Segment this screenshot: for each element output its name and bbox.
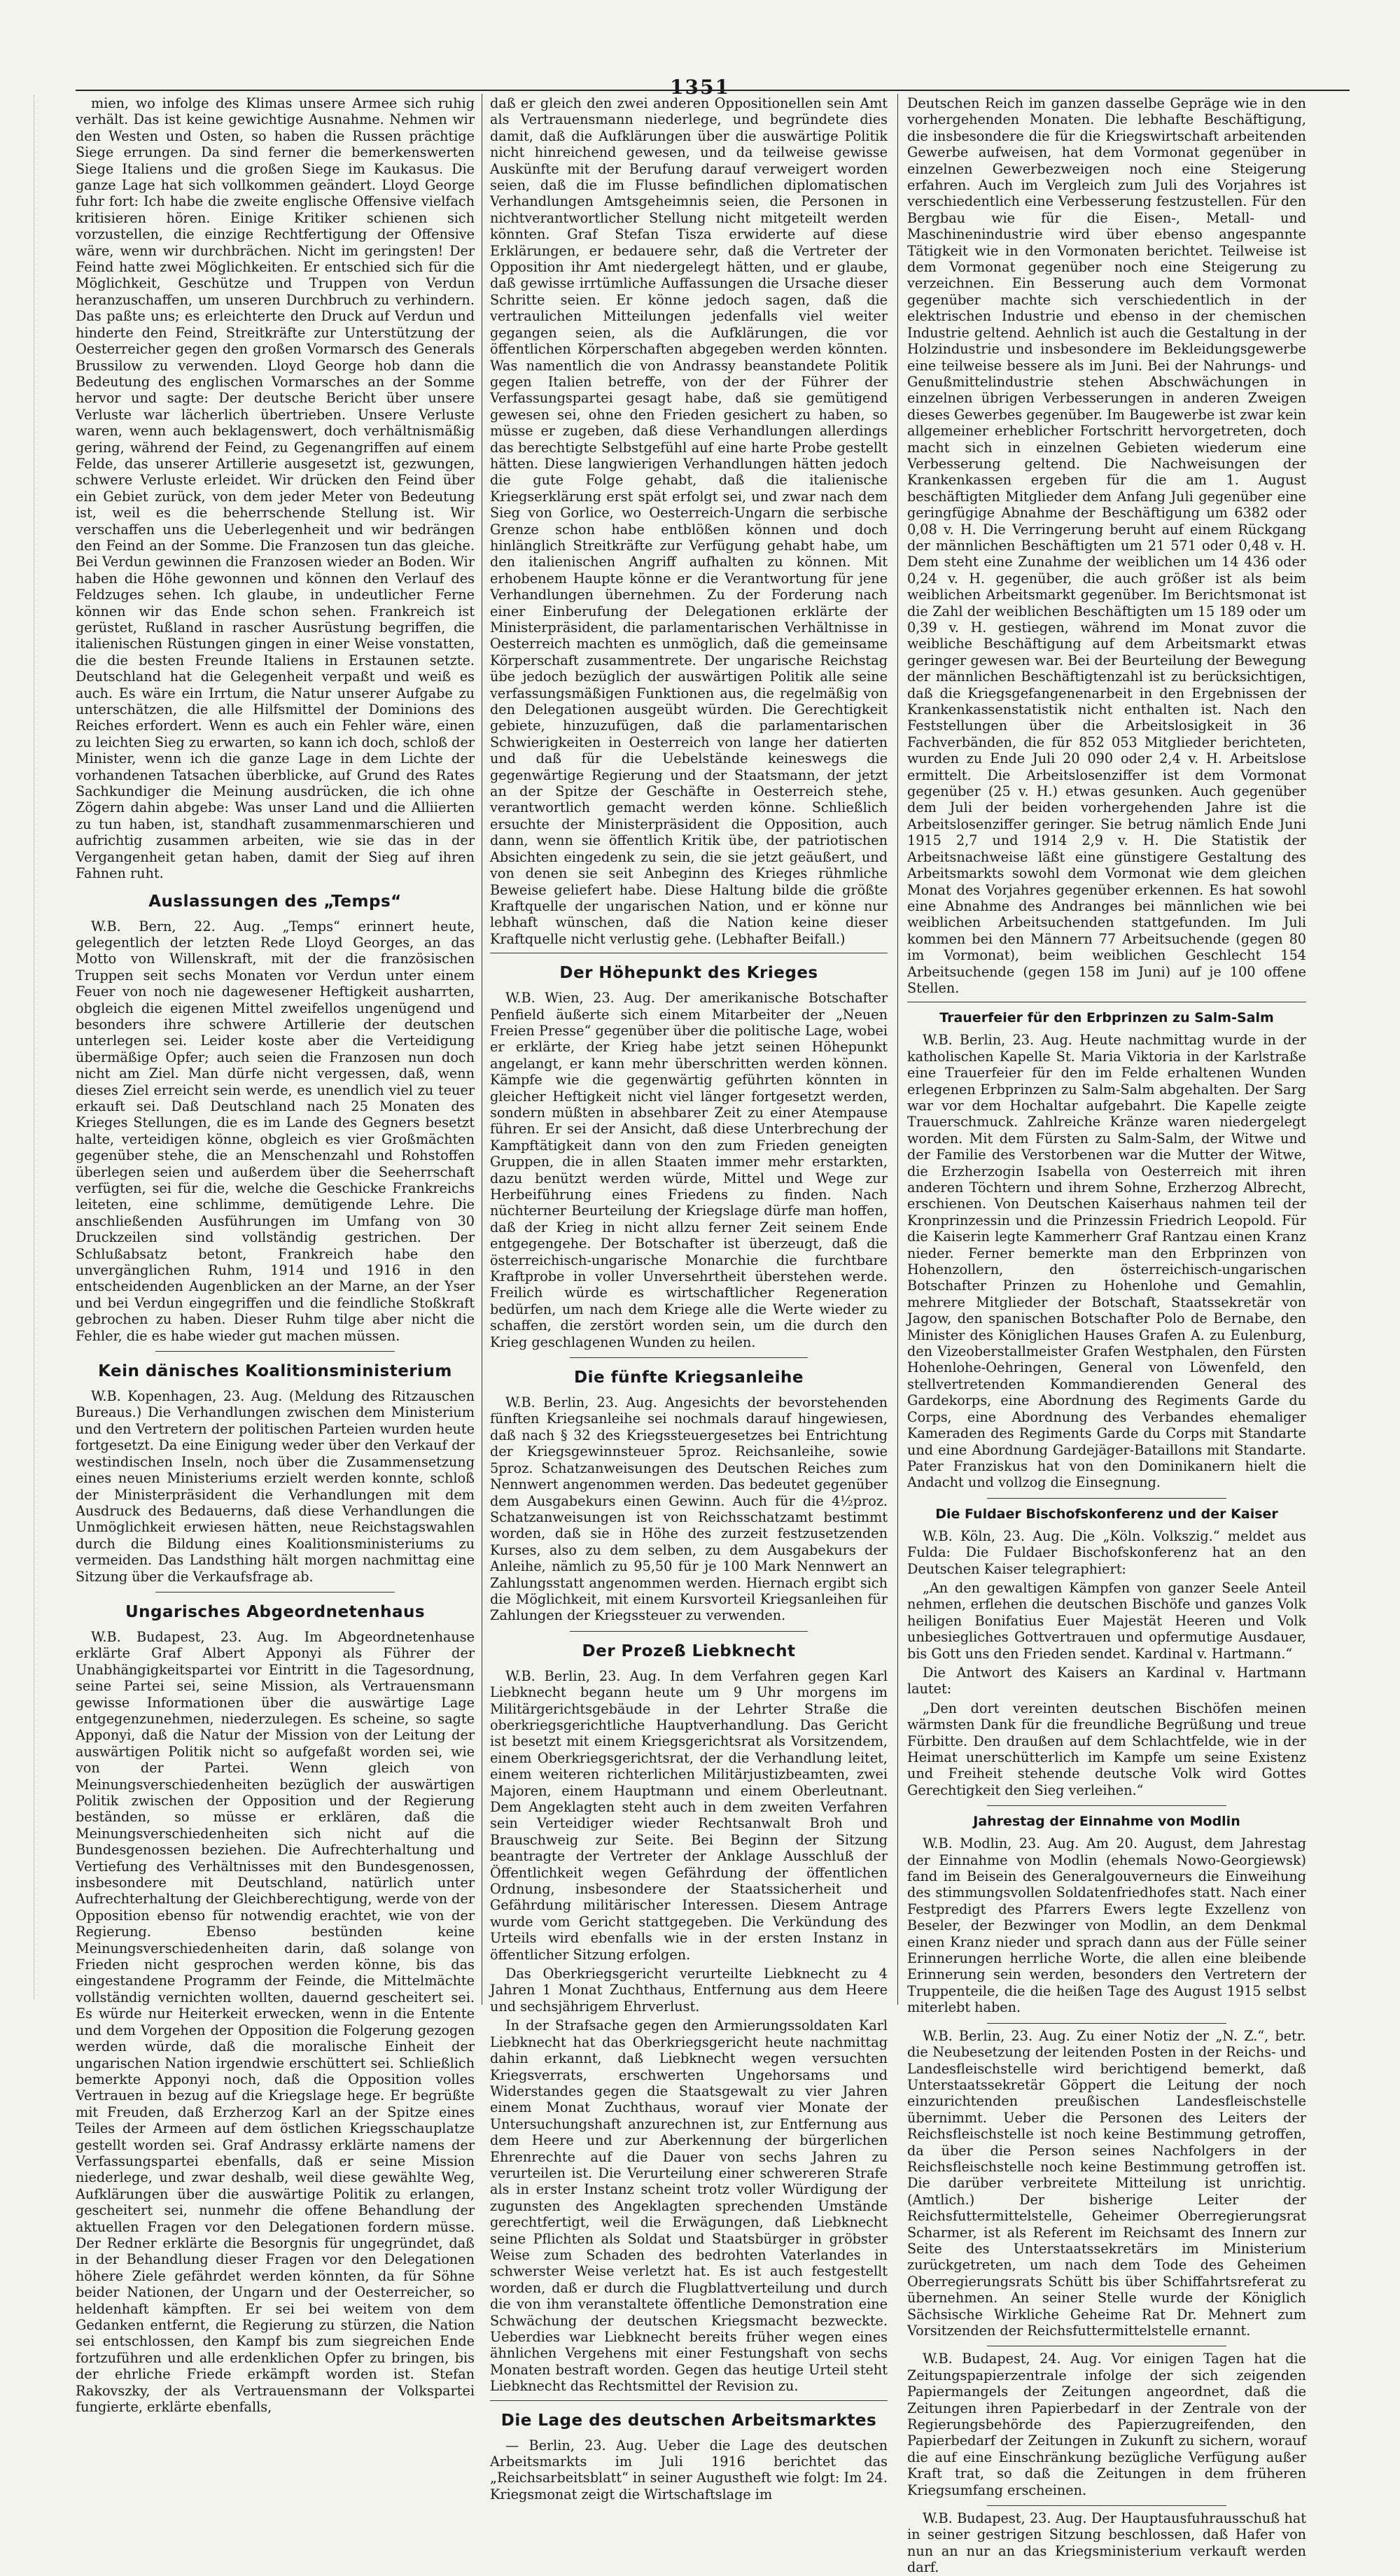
article-paragraph: W.B. Bern, 22. Aug. „Temps“ erinnert heute, gelegentlich der letzten Rede Lloyd Georges, an das Motto von Willenskraft, mit der die französischen Truppen seit sechs Monaten vor Verdun unter einem Feuer von noch nie dagewesener Heftigkeit ausharrten, obgleich die eigenen Mittel zweifellos ungenügend und besonders ihre schwere Artillerie der deutschen unterlegen sei. Leider koste aber die Verteidigung übermäßige Opfer; auch seien die Franzosen nun doch nicht am Ziel. Man dürfe nicht vergessen, daß, wenn dieses Ziel erreicht sein werde, es unendlich viel zu teuer erkauft sei. Daß Deutschland nach 25 Monaten des Krieges Stellungen, die es im Lande des Gegners besetzt halte, verteidigen könne, obgleich es vier Großmächten gegenüber stehe, die an Menschenzahl und Rohstoffen überlegen seien und außerdem über die Seeherrschaft verfügten, sei für die, welche die Geschicke Frankreichs leiteten, eine schlimme, demütigende Lehre. Die anschließenden Ausführungen im Umfang von 30 Druckzeilen sind vollständig gestrichen. Der Schlußabsatz betont, Frankreich habe den unvergänglichen Ruhm, 1914 und 1916 in den entscheidenden Augenblicken an der Marne, an der Yser und bei Verdun eingegriffen und die feindliche Stoßkraft gebrochen zu haben. Dieser Ruhm tilge aber nicht die Fehler, die es habe wieder gut machen müssen. — [76, 918, 475, 1344]
column-2 — [490, 95, 888, 2502]
article-headline: Die fünfte Kriegsanleihe — [574, 1368, 804, 1387]
article-paragraph: Die Antwort des Kaisers an Kardinal v. Hartmann lautet: — [907, 1664, 1306, 1698]
article-paragraph: W.B. Kopenhagen, 23. Aug. (Meldung des Ritzauschen Bureaus.) Die Verhandlungen zwischen dem Ministerium und den Vertretern der politischen Parteien wurden heute fortgesetzt. Da eine Einigung weder über den Verkauf der westindischen Inseln, noch über die Zusammensetzung eines neuen Ministeriums erzielt werden konnte, schloß der Ministerpräsident die Verhandlungen mit dem Ausdruck des Bedauerns, daß diese Verhandlungen die Unmöglichkeit erwiesen hätten, neue Reichstagswahlen durch die Bildung eines Koalitionsministeriums zu vermeiden. Das Landsthing hält morgen nachmittag eine Sitzung über die Verkaufsfrage ab. — [76, 1388, 475, 1585]
article-paragraph: W.B. Budapest, 23. Aug. Der Hauptausfuhrausschuß hat in seiner gestrigen Sitzung beschlossen, daß Hafer von nun an nur an das Kriegsministerium verkauft werden darf. — [907, 2510, 1306, 2576]
page-number: 1351 — [670, 76, 730, 99]
article-paragraph: W.B. Köln, 23. Aug. Die „Köln. Volkszig.“ meldet aus Fulda: Die Fuldaer Bischofskonferenz hat an den Deutschen Kaiser telegraphiert: — [907, 1527, 1306, 1577]
article-paragraph: W.B. Berlin, 23. Aug. In dem Verfahren gegen Karl Liebknecht begann heute um 9 Uhr morgens im Militärgerichtsgebäude in der Lehrter Straße die oberkriegsgerichtliche Hauptverhandlung. Das Gericht ist besetzt mit einem Kriegsgerichtsrat als Vorsitzendem, einem Oberkriegsgerichtsrat, der die Verhandlung leitet, einem weiteren richterlichen Militärjustizbeamten, zwei Majoren, einem Hauptmann und einem Oberleutnant. Dem Angeklagten steht auch in dem zweiten Verfahren sein Verteidiger wieder Rechtsanwalt Broh und Brauschweig zur Seite. Bei Beginn der Sitzung beantragte der Vertreter der Anklage Ausschluß der Öffentlichkeit wegen Gefährdung der öffentlichen Ordnung, insbesondere der Staatssicherheit und Gefährdung militärischer Interessen. Diesem Antrage wurde vom Gericht stattgegeben. Die Verkündung des Urteils wird ebenfalls wie in der ersten Instanz in öffentlicher Sitzung erfolgen. — [490, 1667, 888, 1963]
article-headline: Der Höhepunkt des Krieges — [559, 964, 818, 983]
article-separator — [987, 1498, 1226, 1499]
article-paragraph: mien, wo infolge des Klimas unsere Armee sich ruhig verhält. Das ist keine gewichtige Ausnahme. Nehmen wir den Westen und Osten, so haben die Russen prächtige Siege errungen. Da sind ferner die bemerkenswerten Siege Italiens und die großen Siege im Kaukasus. Die ganze Lage hat sich vollkommen geändert. Lloyd George fuhr fort: Ich habe die zweite englische Offensive vielfach kritisieren hören. Einige Kritiker schienen sich vorzustellen, die einzige Rechtfertigung der Offensive wäre, wenn wir durchbrächen. Nicht im geringsten! Der Feind hatte zwei Möglichkeiten. Er entschied sich für die Möglichkeit, Geschütze und Truppen von Verdun heranzuschaffen, um unseren Durchbruch zu verhindern. Das paßte uns; es erleichterte den Druck auf Verdun und hinderte den Feind, Streitkräfte zur Unterstützung der Oesterreicher gegen den großen Vormarsch des Generals Brussilow zu verwenden. Lloyd George hob dann die Bedeutung des englischen Vormarsches an der Somme hervor und sagte: Der deutsche Bericht über unsere Verluste war lächerlich übertrieben. Unsere Verluste waren, wenn auch beklagenswert, doch verhältnismäßig gering, während der Feind, zu Gegenangriffen auf einem Felde, das unserer Artillerie ausgesetzt ist, gezwungen, schwere Verluste erleidet. Wir drücken den Feind über ein Gebiet zurück, von dem jeder Meter von Bedeutung ist, weil es die beherrschende Stellung ist. Wir verschaffen uns die Ueberlegenheit und wir bedrängen den Feind an der Somme. Die Franzosen tun das gleiche. Bei Verdun gewinnen die Franzosen wieder an Boden. Wir haben die Höhe gewonnen und können den Verlauf des Feldzuges sehen. Ich glaube, in undeutlicher Ferne können wir das Ende schon sehen. Frankreich ist gerüstet, Rußland in rascher Ausrüstung begriffen, die italienischen Rüstungen gingen in einer Weise vonstatten, die die besten Freunde Italiens in Erstaunen setzte. Deutschland hat die Gelegenheit verpaßt und weiß es auch. Es wäre ein Irrtum, die Natur unserer Aufgabe zu unterschätzen, die alle Hilfsmittel der Dominions des Reiches erfordert. Wenn es auch ein Fehler wäre, einen zu leichten Sieg zu erwarten, so kann ich doch, schloß der Minister, wenn ich die ganze Lage in dem Lichte der vorhandenen Tatsachen überblicke, auf Grund des Rates Sachkundiger die Meinung ausdrücken, die ich ohne Zögern dahin abgebe: Was unser Land und die Alliierten zu tun haben, ist, standhaft zusammenmarschieren und aufrichtig zusammen arbeiten, wie sie das in der Vergangenheit getan haben, damit der Sieg auf ihren Fahnen ruht. — [76, 95, 475, 882]
article-separator — [155, 1351, 395, 1352]
article-headline: Ungarisches Abgeordnetenhaus — [125, 1602, 426, 1621]
article-paragraph: W.B. Berlin, 23. Aug. Zu einer Notiz der „N. Z.“, betr. die Neubesetzung der leitenden Posten in der Reichs- und Landesfleischstelle wird berichtigend bemerkt, daß Unterstaatssekretär Göppert die Leitung der noch einzurichtenden preußischen Landesfleischstelle übernimmt. Ueber die Personen des Leiters der Reichsfleischstelle ist noch keine Bestimmung getroffen, da über die Person seines Nachfolgers in der Reichsfleischstelle noch keine Bestimmung getroffen ist. Die darüber verbreitete Mitteilung ist unrichtig. (Amtlich.) Der bisherige Leiter der Reichsfuttermittelstelle, Geheimer Oberregierungsrat Scharmer, ist als Referent im Reichsamt des Innern zur Seite des Unterstaatssekretärs im Ministerium zurückgetreten, um nach dem Tode des Geheimen Oberregierungsrats Schütt bis über Schiffahrtsreferat zu übernehmen. An seiner Stelle wurde der Königlich Sächsische Wirkliche Geheime Rat Dr. Mehnert zum Vorsitzenden der Reichsfuttermittelstelle ernannt. — [907, 2027, 1306, 2339]
scan-edge — [6, 95, 34, 1999]
article-paragraph: daß er gleich den zwei anderen Oppositionellen sein Amt als Vertrauensmann niederlege, und begründete dies damit, daß die Aufklärungen über die auswärtige Politik nicht hinreichend gewesen, und da teilweise gewisse Auskünfte mit der Berufung darauf verweigert worden seien, daß die im Flusse befindlichen diplomatischen Verhandlungen Amtsgeheimnis seien, die Personen in nichtverantwortlicher Stellung nicht mitgeteilt werden könnten. Graf Stefan Tisza erwiderte auf diese Erklärungen, er bedauere sehr, daß die Vertreter der Opposition ihr Amt niedergelegt hätten, und er glaube, daß gewisse irrtümliche Auffassungen die Ursache dieser Schritte seien. Er könne jedoch sagen, daß die vertraulichen Mitteilungen jedenfalls viel weiter gegangen seien, als die Aufklärungen, die vor öffentlichen Körperschaften abgegeben werden könnten. Was namentlich die von Andrassy beanstandete Politik gegen Italien betreffe, von der der Führer der Verfassungspartei gesagt habe, daß sie gemütigend gewesen sei, ohne den Frieden gesichert zu haben, so müsse er zugeben, daß diese Verhandlungen allerdings das berechtigte Selbstgefühl auf eine harte Probe gestellt hätten. Diese langwierigen Verhandlungen hätten jedoch die gute Folge gehabt, daß die italienische Kriegserklärung erst spät erfolgt sei, und zwar nach dem Sieg von Gorlice, wo Oesterreich-Ungarn die serbische Grenze schon habe entblößen können und doch hinlänglich Streitkräfte zur Verfügung gehabt habe, um den italienischen Angriff aufhalten zu können. Mit erhobenem Haupte könne er die Verantwortung für jene Verhandlungen übernehmen. Zu der Forderung nach einer Einberufung der Delegationen erklärte der Ministerpräsident, die parlamentarischen Verhältnisse in Oesterreich machten es unmöglich, daß die gemeinsame Körperschaft zusammentrete. Der ungarische Reichstag übe jedoch bezüglich der auswärtigen Politik alle seine verfassungsmäßigen Funktionen aus, die regelmäßig von den Delegationen ausgeübt würden. Die Gerechtigkeit gebiete, hinzuzufügen, daß die parlamentarischen Schwierigkeiten in Oesterreich von lange her datierten und daß für die Uebelstände keineswegs die gegenwärtige Regierung und der Staatsmann, der jetzt an der Spitze der Geschäfte in Oesterreich stehe, verantwortlich gemacht werden könne. Schließlich ersuchte der Ministerpräsident die Opposition, auch dann, wenn sie öffentlich Kritik übe, der patriotischen Absichten eingedenk zu sein, die sie jetzt geäußert, und von denen sie seit Anbeginn des Krieges rühmliche Beweise geliefert habe. Diese Haltung bilde die größte Kraftquelle der ungarischen Nation, und er könne nur lebhaft wünschen, daß die Nation keine dieser Kraftquelle nicht verlustig gehe. (Lebhafter Beifall.) — [490, 95, 888, 947]
article-paragraph: Das Oberkriegsgericht verurteilte Liebknecht zu 4 Jahren 1 Monat Zuchthaus, Entfernung aus dem Heere und sechsjährigem Ehrverlust. — [490, 1966, 888, 2015]
article-headline: Der Prozeß Liebknecht — [582, 1642, 796, 1660]
article-separator — [570, 1357, 808, 1358]
article-paragraph: W.B. Budapest, 23. Aug. Im Abgeordnetenhause erklärte Graf Albert Apponyi als Führer der Unabhängigkeitspartei vor Eintritt in die Tagesordnung, seine Partei sei, seine Mission, als Vertrauensmann gewisse Informationen über die auswärtige Lage entgegenzunehmen, niederzulegen. Es scheine, so sagte Apponyi, daß die Natur der Mission von der Leitung der auswärtigen Politik nicht so aufgefaßt worden sei, wie von der Partei. Wenn gleich von Meinungsverschiedenheiten bezüglich der auswärtigen Politik zwischen der Opposition und der Regierung beständen, so müsse er erklären, daß die Meinungsverschiedenheiten sich nicht auf die Bundesgenossen beziehen. Die Aufrechterhaltung und Vertiefung des Verhältnisses mit den Bundesgenossen, insbesondere mit Deutschland, natürlich unter Aufrechterhaltung der Gleichberechtigung, werde von der Opposition ebenso für notwendig erachtet, wie von der Regierung. Ebenso bestünden keine Meinungsverschiedenheiten darin, daß solange von Frieden nicht gesprochen werden könne, bis das eingestandene Programm der Feinde, die Mittelmächte vollständig vernichten wollten, dauernd gescheitert sei. Es würde nur Heiterkeit erwecken, wenn in die Entente und dem Vorgehen der Opposition die Folgerung gezogen werden würde, daß die moralische Einheit der ungarischen Nation irgendwie erschüttert sei. Schließlich bemerkte Apponyi noch, daß die Opposition volles Vertrauen in bezug auf die Kriegslage hege. Er begrüßte mit Freuden, daß Erzherzog Karl an der Spitze eines Teiles der Armeen auf dem östlichen Kriegsschauplatze gestellt worden sei. Graf Andrassy erklärte namens der Verfassungspartei ebenfalls, daß er seine Mission niederlege, und zwar deshalb, weil diese gewählte Weg, Aufklärungen über die auswärtige Politik zu erlangen, gescheitert sei, nunmehr die offene Behandlung der aktuellen Fragen vor den Delegationen fordern müsse. Der Redner erklärte die Besorgnis für ungegründet, daß in der Behandlung dieser Fragen vor den Delegationen höhere Ziele gefährdet werden könnten, da für Söhne beider Nationen, der Ungarn und der Oesterreicher, so heldenhaft kämpften. Er sei bei weitem von dem Gedanken entfernt, die Regierung zu stürzen, die Nation sei entschlossen, den Kampf bis zum siegreichen Ende fortzuführen und alle erdenklichen Opfer zu bringen, bis der ehrliche Friede erkämpft worden ist. Stefan Rakovszky, der als Vertrauensmann der Volkspartei fungierte, erklärte ebenfalls, — [76, 1628, 475, 2416]
article-paragraph: W.B. Budapest, 24. Aug. Vor einigen Tagen hat die Zeitungspapierzentrale infolge der sich zeigenden Papiermangels der Zeitungen angeordnet, daß die Zeitungen ihren Papierbedarf in der Zentrale von der Regierungsbehörde des Papierzugreifenden, den Papierbedarf der Zeitungen in Zukunft zu sichern, worauf die auf eine Einschränkung bezügliche Verfügung außer Kraft trat, so daß die Zeitungen in dem früheren Kriegsumfang erscheinen. — [907, 2351, 1306, 2498]
article-paragraph: „An den gewaltigen Kämpfen von ganzer Seele Anteil nehmen, erflehen die deutschen Bischöfe und ganzes Volk heiligen Bonifatius Euer Majestät Heeren und Volk unbesiegliches Gottvertrauen und opfermutige Ausdauer, bis Gott uns den Frieden sendet. Kardinal v. Hartmann.“ — [907, 1579, 1306, 1662]
column-3 — [907, 95, 1306, 2576]
article-paragraph: W.B. Wien, 23. Aug. Der amerikanische Botschafter Penfield äußerte sich einem Mitarbeiter der „Neuen Freien Presse“ gegenüber über die politische Lage, wobei er erklärte, der Krieg habe jetzt seinen Höhepunkt angelangt, er kann mehr überschritten werden können. Kämpfe wie die gegenwärtig geführten könnten in gleicher Heftigkeit nicht viel länger fortgesetzt werden, sondern müßten in absehbarer Zeit zu einer Atempause führen. Er sei der Ansicht, daß diese Unterbrechung der Kampftätigkeit dann von den zum Frieden geneigten Gruppen, die in allen Staaten immer mehr erstarkten, dazu benützt werden würde, Mittel und Wege zur Herbeiführung eines Friedens zu finden. Nach nüchterner Beurteilung der Kriegslage dürfe man hoffen, daß der Krieg in nicht allzu ferner Zeit seinem Ende entgegengehe. Der Botschafter ist überzeugt, daß die österreichisch-ungarische Monarchie die furchtbare Kraftprobe in voller Unversehrtheit überstehen werde. Freilich würde es wirtschaftlicher Regeneration bedürfen, um nach dem Kriege alle die Werte wieder zu schaffen, die zerstört worden sein, um die durch den Krieg geschlagenen Wunden zu heilen. — [490, 990, 888, 1350]
article-paragraph: Deutschen Reich im ganzen dasselbe Gepräge wie in den vorhergehenden Monaten. Die lebhafte Beschäftigung, die insbesondere die für die Kriegswirtschaft arbeitenden Gewerbe aufweisen, hat dem Vormonat gegenüber in einzelnen Gewerbezweigen noch eine Steigerung erfahren. Auch im Vergleich zum Juli des Vorjahres ist verschiedentlich eine Verbesserung festzustellen. Für den Bergbau wie für die Eisen-, Metall- und Maschinenindustrie wird über ebenso angespannte Tätigkeit wie in den Vormonaten berichtet. Teilweise ist dem Vormonat gegenüber noch eine Steigerung zu verzeichnen. Ein Besserung auch dem Vormonat gegenüber machte sich verschiedentlich in der elektrischen Industrie und ebenso in der chemischen Industrie geltend. Aehnlich ist auch die Gestaltung in der Holzindustrie und insbesondere im Bekleidungsgewerbe eine teilweise bessere als im Juni. Bei der Nahrungs- und Genußmittelindustrie stehen Abschwächungen in einzelnen übrigen Verbesserungen in anderen Zweigen dieses Gewerbes gegenüber. Im Baugewerbe ist zwar kein allgemeiner erheblicher Fortschritt hervorgetreten, doch macht sich in einzelnen Gebieten wiederum eine Verbesserung geltend. Die Nachweisungen der Krankenkassen ergeben für die am 1. August beschäftigten Mitglieder dem Anfang Juli gegenüber eine geringfügige Abnahme der Beschäftigung um 6382 oder 0,08 v. H. Die Verringerung beruht auf einem Rückgang der männlichen Beschäftigten um 21 571 oder 0,48 v. H. Dem steht eine Zunahme der weiblichen um 14 436 oder 0,24 v. H. gegenüber, die auch größer ist als beim weiblichen Arbeitsmarkt gegenüber. Im Berichtsmonat ist die Zahl der weiblichen Beschäftigten um 15 189 oder um 0,39 v. H. gestiegen, während im Monat zuvor die weibliche Beschäftigung auf dem Arbeitsmarkt etwas geringer gewesen war. Bei der Beurteilung der Bewegung der männlichen Beschäftigtenzahl ist zu berücksichtigen, daß die Kriegsgefangenenarbeit in den Ergebnissen der Krankenkassenstatistik nicht enthalten ist. Nach den Feststellungen über die Arbeitslosigkeit in 36 Fachverbänden, die für 852 053 Mitglieder berichteten, wurden zu Ende Juli 20 090 oder 2,4 v. H. Arbeitslose ermittelt. Die Arbeitslosenziffer ist dem Vormonat gegenüber (25 v. H.) etwas gesunken. Auch gegenüber dem Juli der beiden vorhergehenden Jahre ist die Arbeitslosenziffer geringer. Sie betrug nämlich Ende Juni 1915 2,7 und 1914 2,9 v. H. Die Statistik der Arbeitsnachweise läßt eine günstigere Gestaltung des Arbeitsmarkts sowohl dem Vormonat wie dem gleichen Monat des Vorjahres gegenüber erkennen. Es hat sowohl eine Abnahme des Andranges bei männlichen wie bei weiblichen Arbeitsuchenden stattgefunden. Im Juli kommen bei den Männern 77 Arbeitsuchende (gegen 80 im Vormonat), beim weiblichen Geschlecht 154 Arbeitsuchende (gegen 158 im Juni) auf je 100 offene Stellen. — [907, 95, 1306, 996]
section-rule — [490, 2400, 888, 2401]
article-headline: Auslassungen des „Temps“ — [148, 892, 402, 911]
column-divider — [897, 94, 898, 2005]
article-paragraph: W.B. Berlin, 23. Aug. Heute nachmittag wurde in der katholischen Kapelle St. Maria Viktoria in der Karlstraße eine Trauerfeier für den im Felde erhaltenen Wunden erlegenen Erbprinzen zu Salm-Salm abgehalten. Der Sarg war vor dem Hochaltar aufgebahrt. Die Kapelle zeigte Trauerschmuck. Zahlreiche Kränze waren niedergelegt worden. Mit dem Fürsten zu Salm-Salm, der Witwe und der Familie des Verstorbenen war die Mutter der Witwe, die Erzherzogin Isabella von Oesterreich mit ihren anderen Töchtern und ihrem Sohne, Erzherzog Albrecht, erschienen. Von Deutschen Kaiserhaus nahmen teil der Kronprinzessin und die Prinzessin Friedrich Leopold. Für die Kaiserin legte Kammerherr Graf Rantzau einen Kranz nieder. Ferner bemerkte man den Erbprinzen von Hohenzollern, den österreichisch-ungarischen Botschafter Prinzen zu Hohenlohe und Gemahlin, mehrere Mitglieder der Botschaft, Staatssekretär von Jagow, den spanischen Botschafter Polo de Bernabe, den Minister des Königlichen Hauses Grafen A. zu Eulenburg, den Vizeoberstallmeister Grafen Westphalen, den Fürsten Hohenlohe-Oehringen, General von Löwenfeld, den stellvertretenden Kommandierenden General des Gardekorps, eine Abordnung des Regiments Garde du Corps, eine Abordnung des Verbandes ehemaliger Kameraden des Regiments Garde du Corps mit Standarte und eine Abordnung Gardejäger-Bataillons mit Standarte. Pater Franziskus hat von den Dominikanern hielt die Andacht und vollzog die Einsegnung. — [907, 1032, 1306, 1491]
column-1 — [76, 95, 475, 2416]
article-separator — [987, 1805, 1226, 1806]
article-paragraph: W.B. Modlin, 23. Aug. Am 20. August, dem Jahrestag der Einnahme von Modlin (ehemals Nowo-Georgiewsk) fand im Beisein des Generalgouverneurs die Einweihung des stimmungsvollen Soldatenfriedhofes statt. Nach einer Festpredigt des Pfarrers Ewers legte Exzellenz von Beseler, der Bezwinger von Modlin, an dem Denkmal einen Kranz nieder und sprach dann aus der Fülle seiner Erinnerungen herrliche Worte, die allen eine bleibende Erinnerung sein werden, besonders den Vertretern der Truppenteile, die die heißen Tage des August 1915 selbst miterlebt haben. — [907, 1835, 1306, 2016]
article-separator — [987, 2023, 1226, 2024]
article-separator — [570, 1631, 808, 1632]
article-subheadline: Trauerfeier für den Erbprinzen zu Salm-Salm — [939, 1010, 1274, 1026]
article-headline: Die Lage des deutschen Arbeitsmarktes — [500, 2411, 877, 2430]
article-separator — [987, 2505, 1226, 2506]
article-subheadline: Jahrestag der Einnahme von Modlin — [973, 1814, 1240, 1830]
article-headline: Kein dänisches Koalitionsministerium — [98, 1362, 452, 1381]
article-paragraph: In der Strafsache gegen den Armierungssoldaten Karl Liebknecht hat das Oberkriegsgericht heute nachmittag dahin erkannt, daß Liebknecht wegen versuchten Kriegsverrats, erschwerten Ungehorsams und Widerstandes gegen die Staatsgewalt zu vier Jahren einem Monat Zuchthaus, worauf vier Monate der Untersuchungshaft anzurechnen ist, zur Entfernung aus dem Heere und zur Aberkennung der bürgerlichen Ehrenrechte auf die Dauer von sechs Jahren zu verurteilen ist. Die Verurteilung einer schwereren Strafe als in erster Instanz scheint trotz voller Würdigung der zugunsten des Angeklagten sprechenden Umstände gerechtfertigt, weil die Erwägungen, daß Liebknecht seine Pflichten als Soldat und Staatsbürger in gröbster Weise zum Schaden des bedrohten Vaterlandes in schwerster Weise verletzt hat. Es ist auch festgestellt worden, daß er durch die Flugblattverteilung und durch die von ihm veranstaltete öffentliche Demonstration eine Schwächung der deutschen Kriegsmacht bezweckte. Ueberdies war Liebknecht bereits früher wegen eines ähnlichen Vergehens mit einer Festungshaft von sechs Monaten bestraft worden. Gegen das heutige Urteil steht Liebknecht das Rechtsmittel der Revision zu. — [490, 2017, 888, 2395]
article-paragraph: — Berlin, 23. Aug. Ueber die Lage des deutschen Arbeitsmarkts im Juli 1916 berichtet das „Reichsarbeitsblatt“ in seiner Augustheft wie folgt: Im 24. Kriegsmonat zeigt die Wirtschaftslage im — [490, 2437, 888, 2502]
article-paragraph: „Den dort vereinten deutschen Bischöfen meinen wärmsten Dank für die freundliche Begrüßung und treue Fürbitte. Den draußen auf dem Schlachtfelde, wie in der Heimat unerschütterlich im Kampfe um seine Existenz und Freiheit stehende deutsche Volk wird Gottes Gerechtigkeit den Sieg verleihen.“ — [907, 1700, 1306, 1798]
article-subheadline: Die Fuldaer Bischofskonferenz und der Kaiser — [935, 1506, 1278, 1522]
header-rule — [76, 90, 1350, 91]
article-paragraph: W.B. Berlin, 23. Aug. Angesichts der bevorstehenden fünften Kriegsanleihe sei nochmals darauf hingewiesen, daß nach § 32 des Kriegssteuergesetzes bei Entrichtung der Kriegsgewinnsteuer 5proz. Reichsanleihe, sowie 5proz. Schatzanweisungen des Deutschen Reiches zum Nennwert angenommen werden. Das bedeutet gegenüber dem Ausgabekurs einen Gewinn. Auch für die 4½proz. Schatzanweisungen ist von Reichsschatzamt bestimmt worden, daß sie in Höhe des zurzeit festzusetzenden Kurses, also zu dem selben, zu dem Ausgabekurs der Anleihe, nämlich zu 95,50 für je 100 Mark Nennwert an Zahlungsstatt angenommen werden. Hiernach ergibt sich die Möglichkeit, mit einem Kursvorteil Kriegsanleihen für Zahlungen der Kriegssteuer zu verwenden. — [490, 1394, 888, 1624]
